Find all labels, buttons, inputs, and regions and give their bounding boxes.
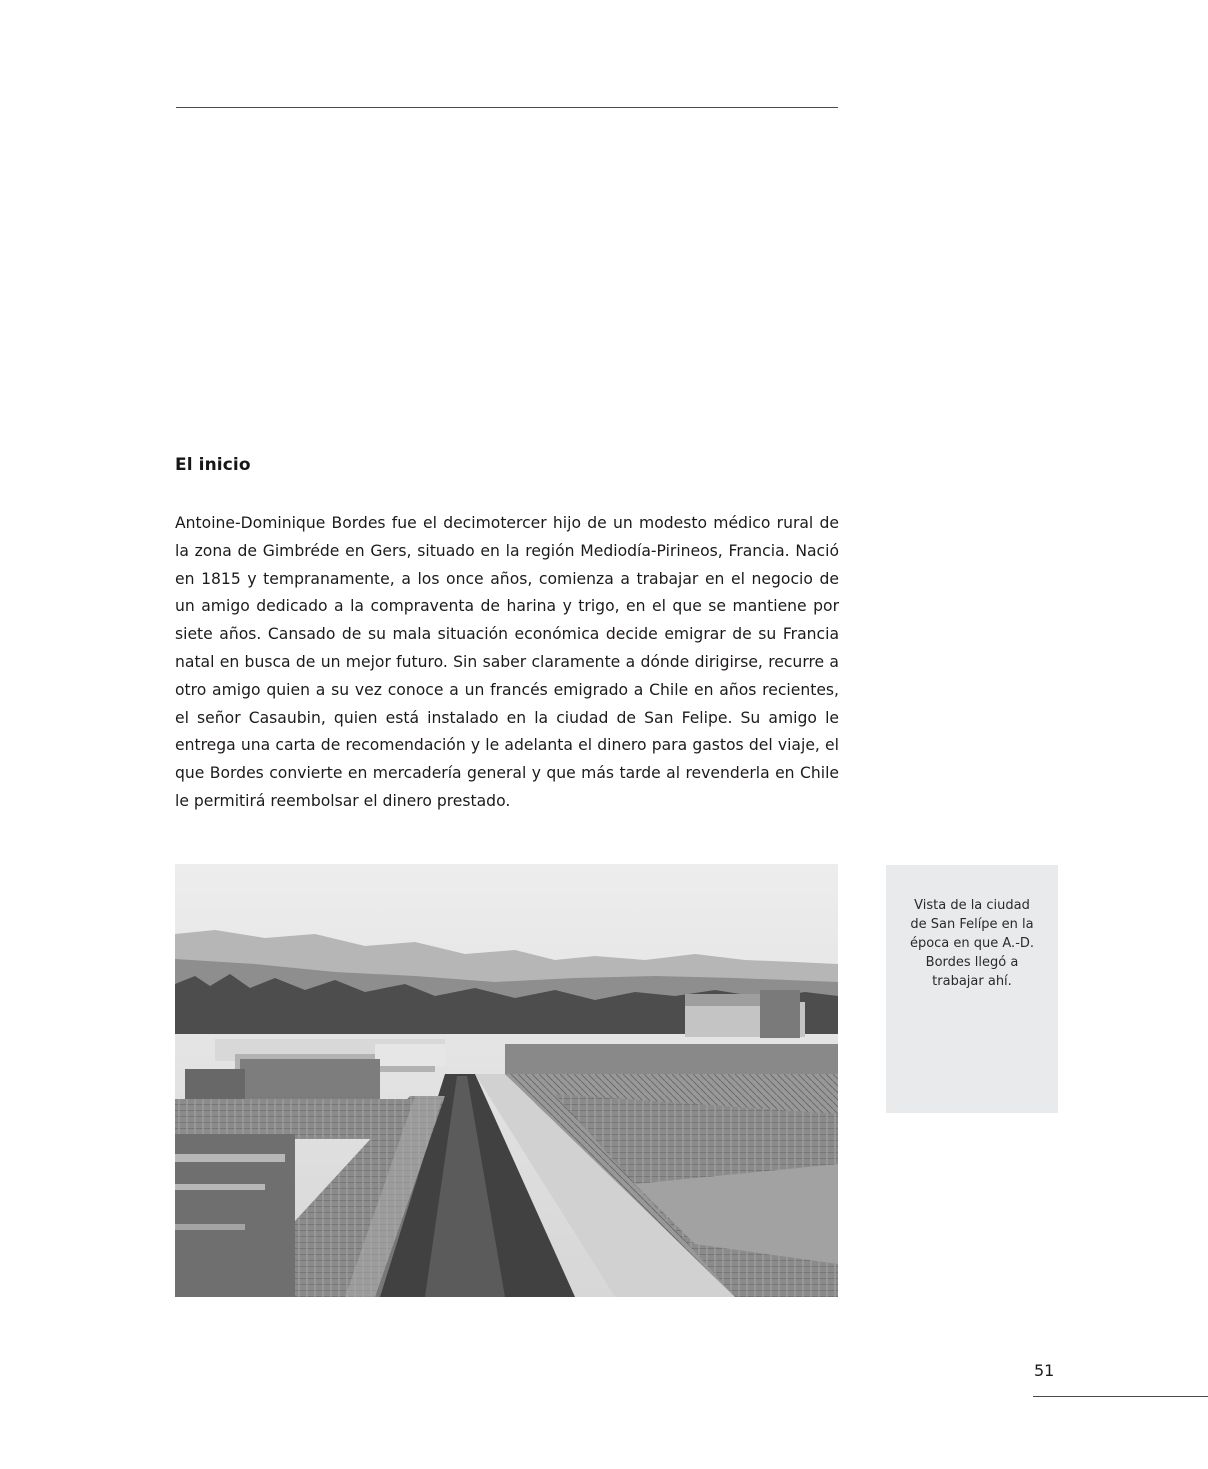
top-rule (176, 107, 838, 108)
caption-box (886, 865, 1058, 1113)
footer-rule (1033, 1396, 1208, 1397)
body-paragraph: Antoine-Dominique Bordes fue el decimotercer hijo de un modesto médico rural de la zona de Gimbréde en Gers, situado en la región Mediodía-Pirineos, Francia. Nació en 1815 y tempranamente, a los once años, comienza a trabajar en el negocio de un amigo dedicado a la compraventa de harina y trigo, en el que se mantiene por siete años. Cansado de su mala situación económica decide emigrar de su Francia natal en busca de un mejor futuro. Sin saber claramente a dónde dirigirse, recurre a otro amigo quien a su vez conoce a un francés emigrado a Chile en años recientes, el señor Casaubin, quien está instalado en la ciudad de San Felipe. Su amigo le entrega una carta de recomendación y le adelanta el dinero para gastos del viaje, el que Bordes convierte en mercadería general y que más tarde al revenderla en Chile le permitirá reembolsar el dinero prestado. (175, 514, 839, 810)
page-number: 51 (1034, 1361, 1055, 1380)
section-heading: El inicio (175, 455, 251, 475)
photo-caption: Vista de la ciudad de San Felípe en la época en que A.-D. Bordes llegó a trabajar ahí. (909, 898, 1035, 989)
san-felipe-photo (175, 864, 838, 1297)
